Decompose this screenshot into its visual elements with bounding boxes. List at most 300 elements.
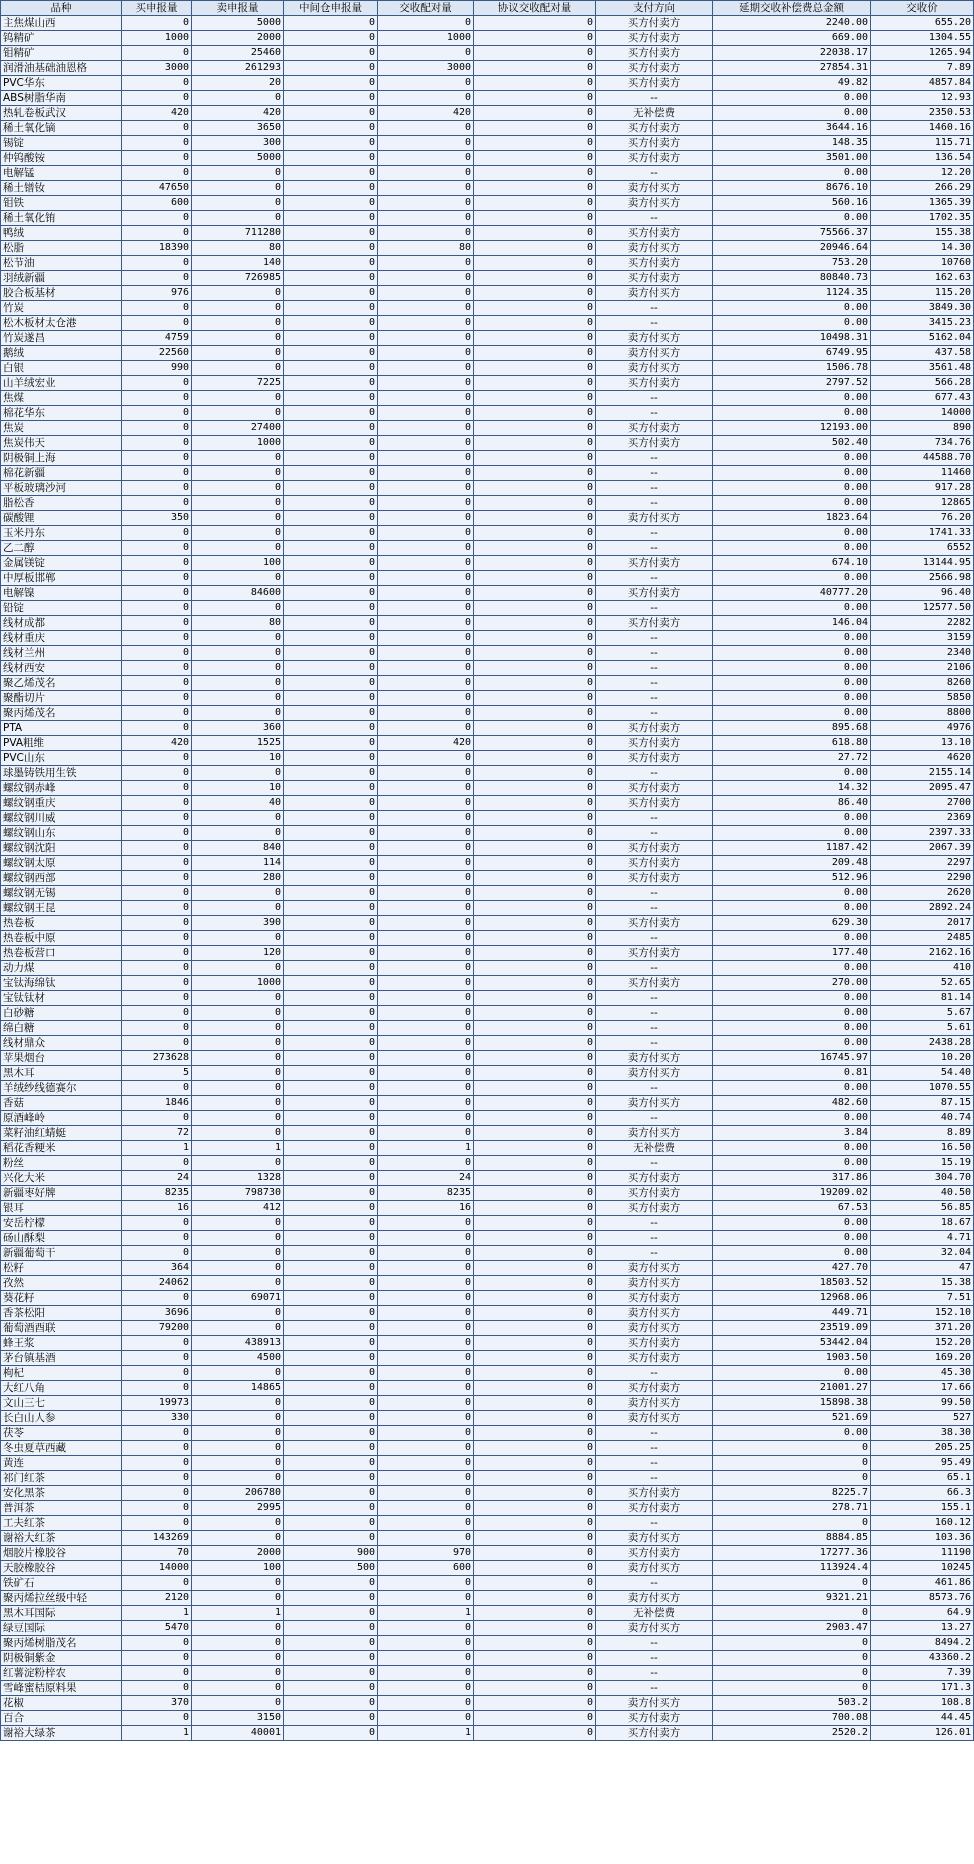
table-row [1, 76, 974, 91]
cell-compensation: 8225.7 [713, 1486, 871, 1501]
cell-intermediate-qty: 0 [284, 271, 378, 286]
cell-sell-qty: 0 [192, 1666, 284, 1681]
cell-pay-direction: 无补偿费 [596, 106, 713, 121]
cell-sell-qty: 280 [192, 871, 284, 886]
cell-matched-qty: 0 [378, 91, 474, 106]
table-row [1, 1501, 974, 1516]
table-row [1, 421, 974, 436]
cell-price: 2297 [871, 856, 974, 871]
table-row [1, 616, 974, 631]
table-row [1, 1351, 974, 1366]
cell-intermediate-qty: 0 [284, 841, 378, 856]
cell-matched-qty: 0 [378, 856, 474, 871]
cell-sell-qty: 140 [192, 256, 284, 271]
cell-price: 40.74 [871, 1111, 974, 1126]
cell-agreement-qty: 0 [474, 991, 596, 1006]
cell-pay-direction: -- [596, 1081, 713, 1096]
table-row [1, 1726, 974, 1741]
cell-intermediate-qty: 0 [284, 466, 378, 481]
cell-price: 155.38 [871, 226, 974, 241]
cell-compensation: 0.00 [713, 211, 871, 226]
cell-buy-qty: 0 [122, 856, 192, 871]
cell-variety: 焦炭 [1, 421, 122, 436]
cell-pay-direction: 买方付卖方 [596, 136, 713, 151]
cell-sell-qty: 1000 [192, 976, 284, 991]
cell-variety: 线材鼎众 [1, 1036, 122, 1051]
cell-intermediate-qty: 0 [284, 106, 378, 121]
cell-intermediate-qty: 0 [284, 376, 378, 391]
cell-compensation: 6749.95 [713, 346, 871, 361]
cell-pay-direction: -- [596, 646, 713, 661]
cell-variety: 平板玻璃沙河 [1, 481, 122, 496]
cell-price: 54.40 [871, 1066, 974, 1081]
cell-matched-qty: 1 [378, 1606, 474, 1621]
cell-variety: 稀土氧化铕 [1, 211, 122, 226]
cell-price: 12577.50 [871, 601, 974, 616]
cell-buy-qty: 1846 [122, 1096, 192, 1111]
cell-buy-qty: 0 [122, 676, 192, 691]
cell-matched-qty: 0 [378, 361, 474, 376]
col-header-variety: 品种 [1, 1, 122, 16]
cell-price: 1070.55 [871, 1081, 974, 1096]
cell-compensation: 512.96 [713, 871, 871, 886]
cell-pay-direction: -- [596, 931, 713, 946]
cell-price: 4857.84 [871, 76, 974, 91]
cell-compensation: 0 [713, 1471, 871, 1486]
table-row [1, 826, 974, 841]
cell-intermediate-qty: 0 [284, 1726, 378, 1741]
cell-compensation: 0.00 [713, 541, 871, 556]
cell-variety: 宝钛海绵钛 [1, 976, 122, 991]
cell-pay-direction: -- [596, 1516, 713, 1531]
cell-intermediate-qty: 0 [284, 1336, 378, 1351]
cell-sell-qty: 0 [192, 676, 284, 691]
cell-pay-direction: 买方付卖方 [596, 61, 713, 76]
table-row [1, 151, 974, 166]
cell-compensation: 12193.00 [713, 421, 871, 436]
cell-intermediate-qty: 0 [284, 196, 378, 211]
cell-compensation: 1506.78 [713, 361, 871, 376]
cell-matched-qty: 1000 [378, 31, 474, 46]
cell-matched-qty: 0 [378, 661, 474, 676]
cell-pay-direction: 卖方付买方 [596, 1321, 713, 1336]
cell-sell-qty: 0 [192, 1306, 284, 1321]
cell-compensation: 177.40 [713, 946, 871, 961]
cell-compensation: 482.60 [713, 1096, 871, 1111]
table-row [1, 871, 974, 886]
cell-sell-qty: 0 [192, 1516, 284, 1531]
table-row [1, 1336, 974, 1351]
cell-variety: 主焦煤山西 [1, 16, 122, 31]
cell-matched-qty: 0 [378, 631, 474, 646]
table-row [1, 391, 974, 406]
cell-price: 410 [871, 961, 974, 976]
cell-buy-qty: 0 [122, 1081, 192, 1096]
cell-agreement-qty: 0 [474, 1126, 596, 1141]
cell-variety: 黑木耳 [1, 1066, 122, 1081]
cell-pay-direction: -- [596, 811, 713, 826]
cell-buy-qty: 0 [122, 451, 192, 466]
cell-matched-qty: 0 [378, 181, 474, 196]
cell-buy-qty: 16 [122, 1201, 192, 1216]
cell-agreement-qty: 0 [474, 391, 596, 406]
cell-matched-qty: 0 [378, 1126, 474, 1141]
cell-sell-qty: 0 [192, 1441, 284, 1456]
cell-buy-qty: 0 [122, 541, 192, 556]
cell-agreement-qty: 0 [474, 1426, 596, 1441]
cell-pay-direction: 买方付卖方 [596, 376, 713, 391]
cell-pay-direction: 买方付卖方 [596, 976, 713, 991]
cell-buy-qty: 0 [122, 1456, 192, 1471]
cell-agreement-qty: 0 [474, 1021, 596, 1036]
cell-compensation: 0.00 [713, 826, 871, 841]
cell-pay-direction: 买方付卖方 [596, 1711, 713, 1726]
cell-variety: 阴极铜上海 [1, 451, 122, 466]
cell-price: 32.04 [871, 1246, 974, 1261]
cell-buy-qty: 0 [122, 1036, 192, 1051]
table-row [1, 451, 974, 466]
cell-compensation: 0.00 [713, 646, 871, 661]
cell-buy-qty: 420 [122, 106, 192, 121]
cell-sell-qty: 0 [192, 406, 284, 421]
cell-price: 115.71 [871, 136, 974, 151]
cell-compensation: 1124.35 [713, 286, 871, 301]
cell-agreement-qty: 0 [474, 1111, 596, 1126]
cell-variety: PTA [1, 721, 122, 736]
cell-agreement-qty: 0 [474, 601, 596, 616]
cell-agreement-qty: 0 [474, 646, 596, 661]
cell-sell-qty: 0 [192, 1471, 284, 1486]
cell-sell-qty: 0 [192, 1021, 284, 1036]
cell-intermediate-qty: 0 [284, 1291, 378, 1306]
cell-variety: 松脂 [1, 241, 122, 256]
cell-variety: 百合 [1, 1711, 122, 1726]
cell-agreement-qty: 0 [474, 1501, 596, 1516]
table-row [1, 226, 974, 241]
cell-variety: 线材兰州 [1, 646, 122, 661]
cell-matched-qty: 0 [378, 1066, 474, 1081]
cell-buy-qty: 0 [122, 916, 192, 931]
cell-price: 76.20 [871, 511, 974, 526]
cell-intermediate-qty: 0 [284, 676, 378, 691]
cell-buy-qty: 0 [122, 661, 192, 676]
cell-sell-qty: 0 [192, 1111, 284, 1126]
cell-intermediate-qty: 0 [284, 946, 378, 961]
table-row [1, 1576, 974, 1591]
cell-compensation: 22038.17 [713, 46, 871, 61]
cell-pay-direction: 卖方付买方 [596, 1276, 713, 1291]
cell-intermediate-qty: 0 [284, 871, 378, 886]
cell-sell-qty: 206780 [192, 1486, 284, 1501]
cell-intermediate-qty: 0 [284, 1666, 378, 1681]
cell-pay-direction: 买方付卖方 [596, 1501, 713, 1516]
cell-variety: 碳酸锂 [1, 511, 122, 526]
cell-price: 8.89 [871, 1126, 974, 1141]
cell-buy-qty: 8235 [122, 1186, 192, 1201]
cell-agreement-qty: 0 [474, 1546, 596, 1561]
cell-variety: 竹炭遂昌 [1, 331, 122, 346]
cell-price: 66.3 [871, 1486, 974, 1501]
cell-matched-qty: 0 [378, 1501, 474, 1516]
cell-sell-qty: 40 [192, 796, 284, 811]
cell-sell-qty: 0 [192, 181, 284, 196]
cell-matched-qty: 0 [378, 1366, 474, 1381]
cell-intermediate-qty: 0 [284, 976, 378, 991]
cell-sell-qty: 2000 [192, 31, 284, 46]
cell-price: 152.20 [871, 1336, 974, 1351]
cell-variety: 蜂王浆 [1, 1336, 122, 1351]
cell-sell-qty: 261293 [192, 61, 284, 76]
cell-compensation: 270.00 [713, 976, 871, 991]
cell-buy-qty: 0 [122, 136, 192, 151]
cell-agreement-qty: 0 [474, 1591, 596, 1606]
table-row [1, 196, 974, 211]
cell-price: 2340 [871, 646, 974, 661]
cell-agreement-qty: 0 [474, 1141, 596, 1156]
cell-buy-qty: 0 [122, 466, 192, 481]
cell-agreement-qty: 0 [474, 376, 596, 391]
cell-matched-qty: 0 [378, 301, 474, 316]
cell-pay-direction: -- [596, 901, 713, 916]
cell-sell-qty: 0 [192, 316, 284, 331]
table-row [1, 526, 974, 541]
cell-price: 44588.70 [871, 451, 974, 466]
cell-agreement-qty: 0 [474, 1336, 596, 1351]
cell-pay-direction: 卖方付买方 [596, 1531, 713, 1546]
cell-compensation: 502.40 [713, 436, 871, 451]
cell-matched-qty: 0 [378, 796, 474, 811]
table-row [1, 556, 974, 571]
cell-matched-qty: 0 [378, 121, 474, 136]
cell-pay-direction: 买方付卖方 [596, 736, 713, 751]
cell-agreement-qty: 0 [474, 676, 596, 691]
cell-matched-qty: 0 [378, 496, 474, 511]
table-row [1, 676, 974, 691]
cell-sell-qty: 5000 [192, 16, 284, 31]
cell-matched-qty: 1 [378, 1141, 474, 1156]
cell-agreement-qty: 0 [474, 1321, 596, 1336]
cell-pay-direction: -- [596, 1636, 713, 1651]
cell-intermediate-qty: 0 [284, 811, 378, 826]
cell-pay-direction: 卖方付买方 [596, 286, 713, 301]
cell-variety: 新疆葡萄干 [1, 1246, 122, 1261]
cell-pay-direction: 卖方付买方 [596, 1561, 713, 1576]
table-row [1, 1411, 974, 1426]
cell-compensation: 27.72 [713, 751, 871, 766]
cell-agreement-qty: 0 [474, 1096, 596, 1111]
cell-intermediate-qty: 0 [284, 1441, 378, 1456]
cell-sell-qty: 0 [192, 1081, 284, 1096]
cell-matched-qty: 420 [378, 106, 474, 121]
cell-variety: 红薯淀粉梓农 [1, 1666, 122, 1681]
cell-sell-qty: 0 [192, 91, 284, 106]
cell-matched-qty: 0 [378, 1651, 474, 1666]
cell-intermediate-qty: 0 [284, 631, 378, 646]
cell-price: 52.65 [871, 976, 974, 991]
cell-sell-qty: 25460 [192, 46, 284, 61]
cell-intermediate-qty: 0 [284, 496, 378, 511]
cell-buy-qty: 0 [122, 826, 192, 841]
cell-intermediate-qty: 500 [284, 1561, 378, 1576]
table-row [1, 691, 974, 706]
cell-sell-qty: 0 [192, 196, 284, 211]
cell-variety: 普洱茶 [1, 1501, 122, 1516]
cell-intermediate-qty: 0 [284, 856, 378, 871]
cell-matched-qty: 0 [378, 1306, 474, 1321]
cell-intermediate-qty: 0 [284, 796, 378, 811]
cell-sell-qty: 0 [192, 1036, 284, 1051]
cell-sell-qty: 3650 [192, 121, 284, 136]
cell-agreement-qty: 0 [474, 1381, 596, 1396]
cell-price: 10.20 [871, 1051, 974, 1066]
table-row [1, 1636, 974, 1651]
cell-intermediate-qty: 0 [284, 1231, 378, 1246]
cell-compensation: 0 [713, 1606, 871, 1621]
cell-compensation: 0.00 [713, 1216, 871, 1231]
cell-intermediate-qty: 0 [284, 1141, 378, 1156]
cell-price: 205.25 [871, 1441, 974, 1456]
cell-price: 4620 [871, 751, 974, 766]
cell-agreement-qty: 0 [474, 631, 596, 646]
table-row [1, 1606, 974, 1621]
cell-intermediate-qty: 0 [284, 1576, 378, 1591]
cell-intermediate-qty: 0 [284, 361, 378, 376]
cell-matched-qty: 0 [378, 1666, 474, 1681]
cell-price: 2369 [871, 811, 974, 826]
table-row [1, 1096, 974, 1111]
cell-price: 15.38 [871, 1276, 974, 1291]
cell-variety: 冬虫夏草西藏 [1, 1441, 122, 1456]
cell-matched-qty: 0 [378, 46, 474, 61]
table-row [1, 736, 974, 751]
cell-price: 7.39 [871, 1666, 974, 1681]
cell-variety: 茅台镇基酒 [1, 1351, 122, 1366]
cell-intermediate-qty: 0 [284, 46, 378, 61]
cell-compensation: 40777.20 [713, 586, 871, 601]
cell-buy-qty: 0 [122, 586, 192, 601]
cell-buy-qty: 0 [122, 751, 192, 766]
cell-agreement-qty: 0 [474, 1666, 596, 1681]
cell-variety: 兴化大米 [1, 1171, 122, 1186]
cell-buy-qty: 3696 [122, 1306, 192, 1321]
cell-compensation: 669.00 [713, 31, 871, 46]
cell-intermediate-qty: 0 [284, 421, 378, 436]
cell-agreement-qty: 0 [474, 301, 596, 316]
cell-sell-qty: 0 [192, 496, 284, 511]
cell-pay-direction: 卖方付买方 [596, 1696, 713, 1711]
cell-intermediate-qty: 0 [284, 1681, 378, 1696]
table-row [1, 346, 974, 361]
cell-pay-direction: 卖方付买方 [596, 331, 713, 346]
cell-sell-qty: 0 [192, 1411, 284, 1426]
table-row [1, 541, 974, 556]
cell-intermediate-qty: 0 [284, 1126, 378, 1141]
table-row [1, 1261, 974, 1276]
cell-agreement-qty: 0 [474, 976, 596, 991]
cell-agreement-qty: 0 [474, 886, 596, 901]
cell-pay-direction: 卖方付买方 [596, 1096, 713, 1111]
cell-intermediate-qty: 0 [284, 136, 378, 151]
cell-intermediate-qty: 0 [284, 16, 378, 31]
cell-variety: 螺纹钢山东 [1, 826, 122, 841]
cell-sell-qty: 4500 [192, 1351, 284, 1366]
cell-variety: 焦煤 [1, 391, 122, 406]
cell-intermediate-qty: 0 [284, 91, 378, 106]
cell-compensation: 0.00 [713, 496, 871, 511]
cell-matched-qty: 0 [378, 436, 474, 451]
cell-compensation: 1823.64 [713, 511, 871, 526]
cell-agreement-qty: 0 [474, 931, 596, 946]
cell-price: 3159 [871, 631, 974, 646]
cell-buy-qty: 1 [122, 1141, 192, 1156]
cell-sell-qty: 10 [192, 781, 284, 796]
cell-sell-qty: 0 [192, 931, 284, 946]
cell-compensation: 0.00 [713, 1156, 871, 1171]
cell-agreement-qty: 0 [474, 211, 596, 226]
cell-pay-direction: -- [596, 1426, 713, 1441]
cell-compensation: 19209.02 [713, 1186, 871, 1201]
cell-matched-qty: 0 [378, 466, 474, 481]
cell-buy-qty: 5470 [122, 1621, 192, 1636]
cell-agreement-qty: 0 [474, 1726, 596, 1741]
cell-sell-qty: 0 [192, 541, 284, 556]
cell-intermediate-qty: 0 [284, 1591, 378, 1606]
cell-pay-direction: 买方付卖方 [596, 421, 713, 436]
cell-intermediate-qty: 0 [284, 1036, 378, 1051]
cell-buy-qty: 0 [122, 496, 192, 511]
table-row [1, 211, 974, 226]
cell-buy-qty: 0 [122, 1291, 192, 1306]
table-row [1, 886, 974, 901]
cell-buy-qty: 14000 [122, 1561, 192, 1576]
cell-agreement-qty: 0 [474, 1681, 596, 1696]
cell-buy-qty: 2120 [122, 1591, 192, 1606]
cell-matched-qty: 0 [378, 1381, 474, 1396]
cell-variety: 焦炭伟天 [1, 436, 122, 451]
cell-price: 108.8 [871, 1696, 974, 1711]
cell-price: 6552 [871, 541, 974, 556]
table-header-row [1, 1, 974, 16]
cell-buy-qty: 0 [122, 1486, 192, 1501]
table-row [1, 301, 974, 316]
cell-matched-qty: 0 [378, 1006, 474, 1021]
cell-sell-qty: 0 [192, 451, 284, 466]
table-row [1, 781, 974, 796]
cell-variety: 聚丙烯拉丝级中轻 [1, 1591, 122, 1606]
cell-pay-direction: 买方付卖方 [596, 796, 713, 811]
cell-pay-direction: -- [596, 541, 713, 556]
cell-buy-qty: 600 [122, 196, 192, 211]
col-header-pay-direction: 支付方向 [596, 1, 713, 16]
cell-agreement-qty: 0 [474, 181, 596, 196]
cell-price: 8573.76 [871, 1591, 974, 1606]
cell-sell-qty: 420 [192, 106, 284, 121]
cell-buy-qty: 0 [122, 1426, 192, 1441]
cell-buy-qty: 4759 [122, 331, 192, 346]
cell-buy-qty: 0 [122, 1576, 192, 1591]
cell-matched-qty: 0 [378, 826, 474, 841]
cell-sell-qty: 0 [192, 1576, 284, 1591]
cell-buy-qty: 0 [122, 1021, 192, 1036]
cell-sell-qty: 0 [192, 601, 284, 616]
cell-pay-direction: -- [596, 706, 713, 721]
cell-compensation: 753.20 [713, 256, 871, 271]
cell-compensation: 0.00 [713, 451, 871, 466]
cell-pay-direction: 买方付卖方 [596, 31, 713, 46]
cell-variety: 中厚板邯郸 [1, 571, 122, 586]
table-row [1, 16, 974, 31]
cell-intermediate-qty: 0 [284, 556, 378, 571]
